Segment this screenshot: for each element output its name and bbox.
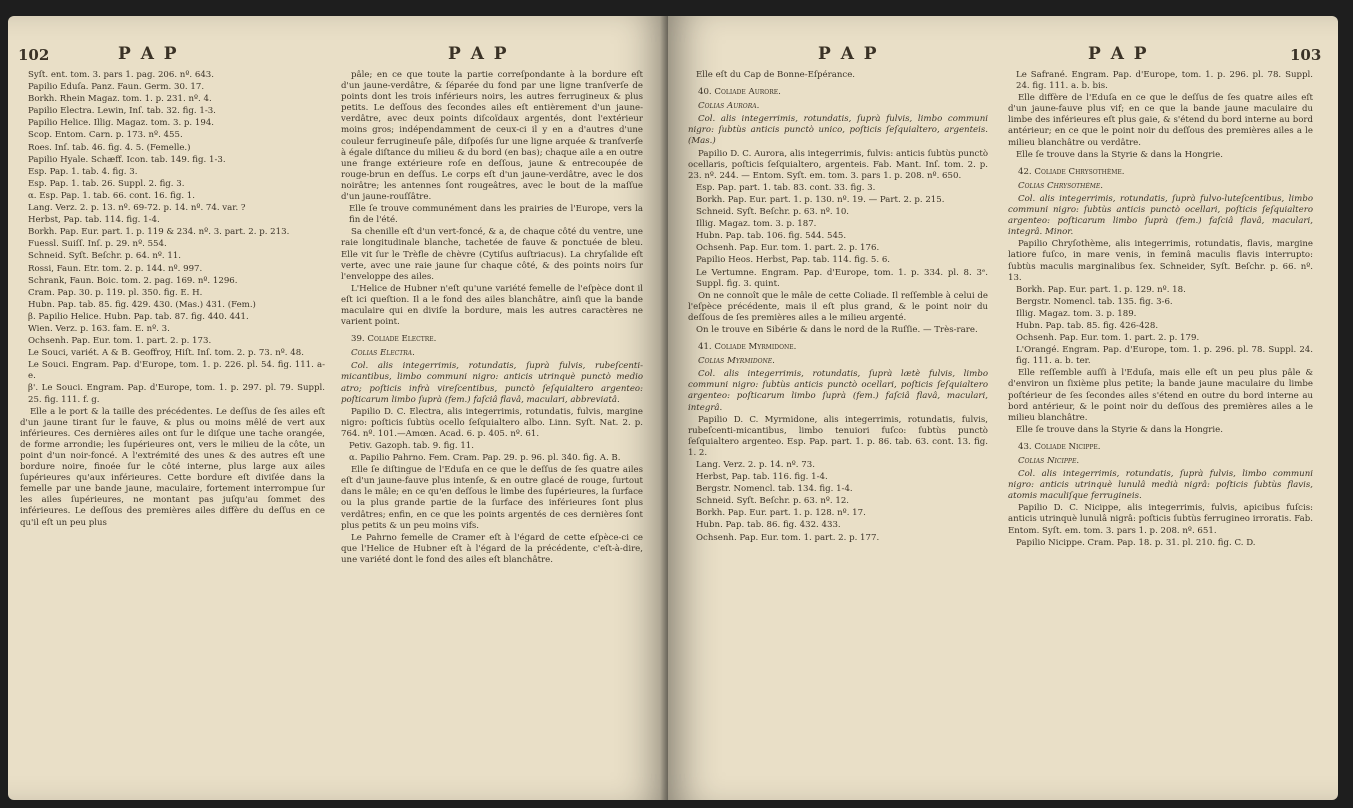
running-head-left-2: P A P	[448, 44, 509, 64]
paragraph: pâle; en ce que toute la partie correſpondante à la bordure eſt d'un jaune-verdâtre, & ſéparée du fond par une ligne tranſverſe de points dont les trois inférieurs noirs, les autres ferrugineux & plus petits. Le deſſous des ſecondes ailes eſt entièrement d'un jaune-verdâtre, avec deux points diſcoïdaux argentés, dont l'extérieur moins gros; indépendamment de ceux-ci il y en a d'autres d'une couleur ferrugineuſe pâle, diſpoſés ſur une ligne arquée & tranſverſe à égale diſtance du milieu & du bord (en bas); chaque aile a en outre une frange extérieure roſe en deſſous, jaune & entrecoupée de rouge-brun en deſſus. Le corps eſt d'un jaune-verdâtre, avec le dos noirâtre; les antennes ſont rougeâtres, avec le bout de la maſſue d'un jaune-rouſſâtre.	[341, 70, 643, 203]
paragraph: On ne connoît que le mâle de cette Coliade. Il reſſemble à celui de l'eſpèce précédente, mais il eſt plus grand, & le point noir du deſſous de ſes premières ailes a le milieu argenté.	[688, 290, 988, 323]
reference-entry: Hubn. Pap. tab. 85. fig. 426-428.	[1016, 320, 1159, 331]
reference-entry: Le Souci, variét. A & B. Geoffroy, Hiſt. Inſ. tom. 2. p. 73. nº. 48.	[28, 348, 304, 359]
reference-entry: Elle ſe trouve communément dans les prairies de l'Europe, vers la fin de l'été.	[349, 204, 643, 226]
reference-entry: β. Papilio Helice. Hubn. Pap. tab. 87. fig. 440. 441.	[28, 311, 249, 322]
left-page	[8, 16, 668, 800]
latin-name: Colias Electra.	[351, 348, 415, 359]
reference-entry: Roes. Inſ. tab. 46. fig. 4. 5. (Femelle.)	[28, 142, 191, 153]
reference-entry: Papilio Nicippe. Cram. Pap. 18. p. 31. pl. 210. fig. C. D.	[1016, 537, 1256, 548]
latin-name: Colias Chryſothème.	[1018, 180, 1104, 191]
running-head-right-2: P A P	[1088, 44, 1149, 64]
species-heading: 39. Coliade Electre.	[351, 334, 437, 345]
paragraph: Elle ſe diſtingue de l'Eduſa en ce que le deſſus de ſes quatre ailes eſt d'un jaune-fauve plus intenſe, & en outre glacé de rouge, ſurtout dans le mâle; en ce qu'en deſſous le limbe des ſupérieures, la ſurface ou la plus grande partie de la ſurface des inférieures ſont plus verdâtres; enfin, en ce que les points argentés de ces dernières ſont plus petits & un peu moins vifs.	[341, 465, 643, 531]
paragraph: Elle a le port & la taille des précédentes. Le deſſus de ſes ailes eſt d'un jaune tirant ſur le fauve, & plus ou moins mêlé de vert aux inférieures. Ces dernières ailes ont ſur le diſque une tache orangée, de forme arrondie; les ſupérieures ont, vers le milieu de la côte, un point d'un noir-foncé. A l'extrémité des unes & des autres eſt une bordure noire, finoée ſur le côté interne, plus large aux ailes ſupérieures qu'aux inférieures. Cette bordure eſt diviſée dans la femelle par une bande jaune, maculaire, fortement interrompue ſur les ailes ſupérieures, ne montant pas juſqu'au ſommet des inférieures. Le deſſous des premières ailes diffère du deſſus en ce qu'il eſt un peu plus	[20, 406, 325, 528]
right-column-2	[1008, 70, 1313, 550]
latin-diagnosis: Col. alis integerrimis, rotundatis, ſuprà fulvis, rubeſcenti-micantibus, limbo communi nigro: anticis utrinquè punctò medio atro; poſticis infrà vireſcentibus, punctò ſeſquialtero argenteo: poſticarum limbo ſuprà (fem.) faſciâ flavâ, maculari, abbreviatâ.	[341, 361, 643, 405]
running-head-right-1: P A P	[818, 44, 879, 64]
reference-entry: α. Esp. Pap. 1. tab. 66. cont. 16. fig. 1.	[28, 190, 196, 201]
reference-entry: α. Papilio Pahrno. Fem. Cram. Pap. 29. p. 96. pl. 340. fig. A. B.	[349, 453, 621, 464]
reference-entry: Elle ſe trouve dans la Styrie & dans la Hongrie.	[1016, 424, 1223, 435]
reference-entry: Scop. Entom. Carn. p. 173. nº. 455.	[28, 130, 183, 141]
reference-entry: Wien. Verz. p. 163. fam. E. nº. 3.	[28, 323, 170, 334]
reference-entry: Le Safrané. Engram. Pap. d'Europe, tom. 1. p. 296. pl. 78. Suppl. 24. fig. 111. a. b. bis.	[1016, 70, 1313, 92]
left-column-1	[20, 70, 325, 530]
reference-entry: Lang. Verz. 2. p. 13. nº. 69-72. p. 14. nº. 74. var. ?	[28, 203, 246, 214]
reference-entry: Papilio Electra. Lewin, Inſ. tab. 32. fig. 1-3.	[28, 106, 216, 117]
paragraph: Papilio D. C. Nicippe, alis integerrimis, fulvis, apicibus fuſcis: anticis utrinquè lunulâ nigrâ: poſticis ſubtùs ferrugineo irroratis. Fab. Entom. Syſt. em. tom. 3. pars 1. p. 208. nº. 651.	[1008, 503, 1313, 536]
page-number-right: 103	[1290, 46, 1322, 64]
right-column-1	[688, 70, 988, 545]
running-head-left-1: P A P	[118, 44, 179, 64]
reference-entry: Borkh. Pap. Eur. part. 1. p. 129. nº. 18.	[1016, 284, 1186, 295]
reference-entry: Ochsenh. Pap. Eur. tom. 1. part. 2. p. 177.	[696, 532, 880, 543]
reference-entry: Ochsenh. Pap. Eur. tom. 1. part. 2. p. 176.	[696, 243, 880, 254]
paragraph: Papilio D. C. Aurora, alis integerrimis, fulvis: anticis ſubtùs punctò ocellaris, poſticis ſeſquialtero, argenteis. Fab. Mant. Inſ. tom. 2. p. 23. nº. 244. — Entom. Syſt. em. tom. 3. pars 1. p. 208. nº. 650.	[688, 148, 988, 181]
reference-entry: Papilio Eduſa. Panz. Faun. Germ. 30. 17.	[28, 82, 205, 93]
reference-entry: Hubn. Pap. tab. 106. fig. 544. 545.	[696, 231, 847, 242]
reference-entry: Lang. Verz. 2. p. 14. nº. 73.	[696, 460, 815, 470]
left-column-2	[341, 70, 643, 567]
paragraph: L'Helice de Hubner n'eſt qu'une variété femelle de l'eſpèce dont il eſt ici queſtion. Il a le fond des ailes blanchâtre, ainſi que la bande maculaire qui en diviſe la bordure, mais les autres caractères ne varient point.	[341, 283, 643, 328]
latin-name: Colias Myrmidone.	[698, 356, 775, 367]
reference-entry: Illig. Magaz. tom. 3. p. 187.	[696, 219, 817, 230]
reference-entry: Borkh. Pap. Eur. part. 1. p. 119 & 234. nº. 3. part. 2. p. 213.	[28, 227, 290, 238]
reference-entry: Bergstr. Nomencl. tab. 135. fig. 3-6.	[1016, 296, 1173, 307]
reference-entry: Schneid. Syſt. Beſchr. p. 64. nº. 11.	[28, 251, 182, 262]
reference-entry: Schrank, Faun. Boic. tom. 2. pag. 169. nº. 1296.	[28, 275, 238, 286]
species-heading: 40. Coliade Aurore.	[698, 87, 781, 98]
reference-entry: Syſt. ent. tom. 3. pars 1. pag. 206. nº. 643.	[28, 70, 214, 80]
reference-entry: On le trouve en Sibérie & dans le nord de la Ruſſie. — Très-rare.	[696, 324, 978, 335]
reference-entry: Borkh. Pap. Eur. part. 1. p. 128. nº. 17.	[696, 508, 866, 519]
latin-name: Colias Aurora.	[698, 101, 760, 112]
reference-entry: Illig. Magaz. tom. 3. p. 189.	[1016, 308, 1137, 319]
reference-entry: Hubn. Pap. tab. 85. fig. 429. 430. (Mas.) 431. (Fem.)	[28, 299, 256, 310]
latin-diagnosis: Col. alis integerrimis, rotundatis, ſuprà fulvis, limbo communi nigro: anticis utrinquè lunulâ medià nigrâ: poſticis ſubtùs flavis, atomis maculiſque ferrugineis.	[1008, 469, 1313, 502]
reference-entry: Papilio Heos. Herbst, Pap. tab. 114. fig. 5. 6.	[696, 255, 891, 266]
latin-name: Colias Nicippe.	[1018, 456, 1080, 466]
reference-entry: β'. Le Souci. Engram. Pap. d'Europe, tom. 1. p. 297. pl. 79. Suppl. 25. fig. 111. f. g.	[28, 383, 325, 405]
reference-entry: Le Vertumne. Engram. Pap. d'Europe, tom. 1. p. 334. pl. 8. 3ᵉ. Suppl. fig. 3. quint.	[696, 267, 988, 289]
reference-entry: Rossi, Faun. Etr. tom. 2. p. 144. nº. 997.	[28, 263, 203, 274]
species-heading: 41. Coliade Myrmidone.	[698, 342, 797, 353]
species-heading: 42. Coliade Chryſothème.	[1018, 166, 1125, 177]
reference-entry: Elle ſe trouve dans la Styrie & dans la Hongrie.	[1016, 149, 1223, 160]
paragraph: Elle reſſemble auſſi à l'Eduſa, mais elle eſt un peu plus pâle & d'environ un ſixième plus petite; la bande jaune maculaire du limbe poſtérieur de ſes ſecondes ailes s'étend en outre du bord interne au bord antérieur, & le point noir du deſſous des premières ailes a le milieu blanchâtre.	[1008, 368, 1313, 423]
latin-diagnosis: Col. alis integerrimis, rotundatis, ſuprà lætè fulvis, limbo communi nigro: ſubtùs anticis punctò ocellari, poſticis ſeſquialtero argenteo: poſticarum limbo ſuprà (fem.) faſciâ flavâ, maculari, integrâ.	[688, 369, 988, 413]
latin-diagnosis: Col. alis integerrimis, rotundatis, ſuprà fulvo-luteſcentibus, limbo communi nigro: ſubtùs anticis punctò ocellari, poſticis ſeſquialtero argenteo: poſticarum limbo ſuprà (fem.) faſciâ flavâ, maculari, integrâ. Minor.	[1008, 193, 1313, 238]
species-heading: 43. Coliade Nicippe.	[1018, 441, 1101, 452]
reference-entry: Le Souci. Engram. Pap. d'Europe, tom. 1. p. 226. pl. 54. fig. 111. a-e.	[28, 360, 325, 382]
reference-entry: Ochsenh. Pap. Eur. tom. 1. part. 2. p. 173.	[28, 336, 212, 347]
reference-entry: Schneid. Syſt. Beſchr. p. 63. nº. 12.	[696, 496, 850, 507]
reference-entry: Herbst, Pap. tab. 114. fig. 1-4.	[28, 215, 160, 226]
reference-entry: Cram. Pap. 30. p. 119. pl. 350. fig. E. H.	[28, 287, 203, 298]
reference-entry: Hubn. Pap. tab. 86. fig. 432. 433.	[696, 520, 841, 531]
reference-entry: Ochsenh. Pap. Eur. tom. 1. part. 2. p. 179.	[1016, 333, 1200, 344]
reference-entry: Papilio Hyale. Schæff. Icon. tab. 149. fig. 1-3.	[28, 154, 226, 165]
reference-entry: Schneid. Syſt. Beſchr. p. 63. nº. 10.	[696, 207, 850, 218]
reference-entry: Esp. Pap. 1. tab. 4. fig. 3.	[28, 166, 138, 177]
reference-entry: Herbst, Pap. tab. 116. fig. 1-4.	[696, 472, 828, 483]
latin-diagnosis: Col. alis integerrimis, rotundatis, ſuprà fulvis, limbo communi nigro: ſubtùs anticis punctò unico, poſticis ſeſquialtero, argenteis. (Mas.)	[688, 114, 988, 147]
reference-entry: Elle eſt du Cap de Bonne-Eſpérance.	[696, 70, 856, 80]
paragraph: Sa chenille eſt d'un vert-foncé, & a, de chaque côté du ventre, une raie longitudinale blanche, tachetée de fauve & ponctuée de bleu. Elle vit ſur le Trèfle de chèvre (Cytiſus auſtriacus). La chryſalide eſt verte, avec une raie jaune ſur chaque côté, & des points noirs ſur l'enveloppe des ailes.	[341, 227, 643, 282]
paragraph: Elle diffère de l'Eduſa en ce que le deſſus de ſes quatre ailes eſt d'un jaune-fauve plus vif; en ce que la bande jaune maculaire du limbe des inférieures eſt plus gaie, & s'étend du bord interne au bord antérieur; en ce que le point noir du deſſous des premières ailes a le milieu blanchâtre ou verdâtre.	[1008, 93, 1313, 148]
reference-entry: Borkh. Pap. Eur. part. 1. p. 130. nº. 19. — Part. 2. p. 215.	[696, 194, 945, 205]
reference-entry: Esp. Pap. 1. tab. 26. Suppl. 2. fig. 3.	[28, 178, 185, 189]
paragraph: Papilio Chryſothème, alis integerrimis, rotundatis, flavis, margine latiore fuſco, in mare venis, in feminâ maculis flavis interrupto: ſubtùs maculis marginalibus ſex. Schneider, Syſt. Beſchr. p. 66. nº. 13.	[1008, 239, 1313, 283]
paragraph: Papilio D. C. Myrmidone, alis integerrimis, rotundatis, fulvis, rubeſcenti-micantibus, limbo tenuiori fuſco: ſubtùs punctò ſeſquialtero argenteo. Esp. Pap. part. 1. p. 86. tab. 63. cont. 13. fig. 1. 2.	[688, 414, 988, 458]
reference-entry: Borkh. Rhein Magaz. tom. 1. p. 231. nº. 4.	[28, 94, 212, 105]
reference-entry: Bergstr. Nomencl. tab. 134. fig. 1-4.	[696, 484, 853, 495]
reference-entry: Fuessl. Suiſſ. Inſ. p. 29. nº. 554.	[28, 239, 167, 250]
reference-entry: Esp. Pap. part. 1. tab. 83. cont. 33. fig. 3.	[696, 182, 876, 193]
reference-entry: Papilio Helice. Illig. Magaz. tom. 3. p. 194.	[28, 118, 215, 129]
reference-entry: Petiv. Gazoph. tab. 9. fig. 11.	[349, 441, 475, 451]
right-page	[668, 16, 1338, 800]
page-number-left: 102	[18, 46, 50, 64]
paragraph: Papilio D. C. Electra, alis integerrimis, rotundatis, fulvis, margine nigro: poſticis ſubtùs ocello ſeſquialtero albo. Linn. Syſt. Nat. 2. p. 764. nº. 101.—Amœn. Acad. 6. p. 405. nº. 61.	[341, 406, 643, 439]
reference-entry: L'Orangé. Engram. Pap. d'Europe, tom. 1. p. 296. pl. 78. Suppl. 24. fig. 111. a. b. ter.	[1016, 345, 1313, 367]
paragraph: Le Pahrno femelle de Cramer eſt à l'égard de cette eſpèce-ci ce que l'Helice de Hubner eſt à l'égard de la précédente, c'eſt-à-dire, une variété dont le fond des ailes eſt blanchâtre.	[341, 532, 643, 565]
